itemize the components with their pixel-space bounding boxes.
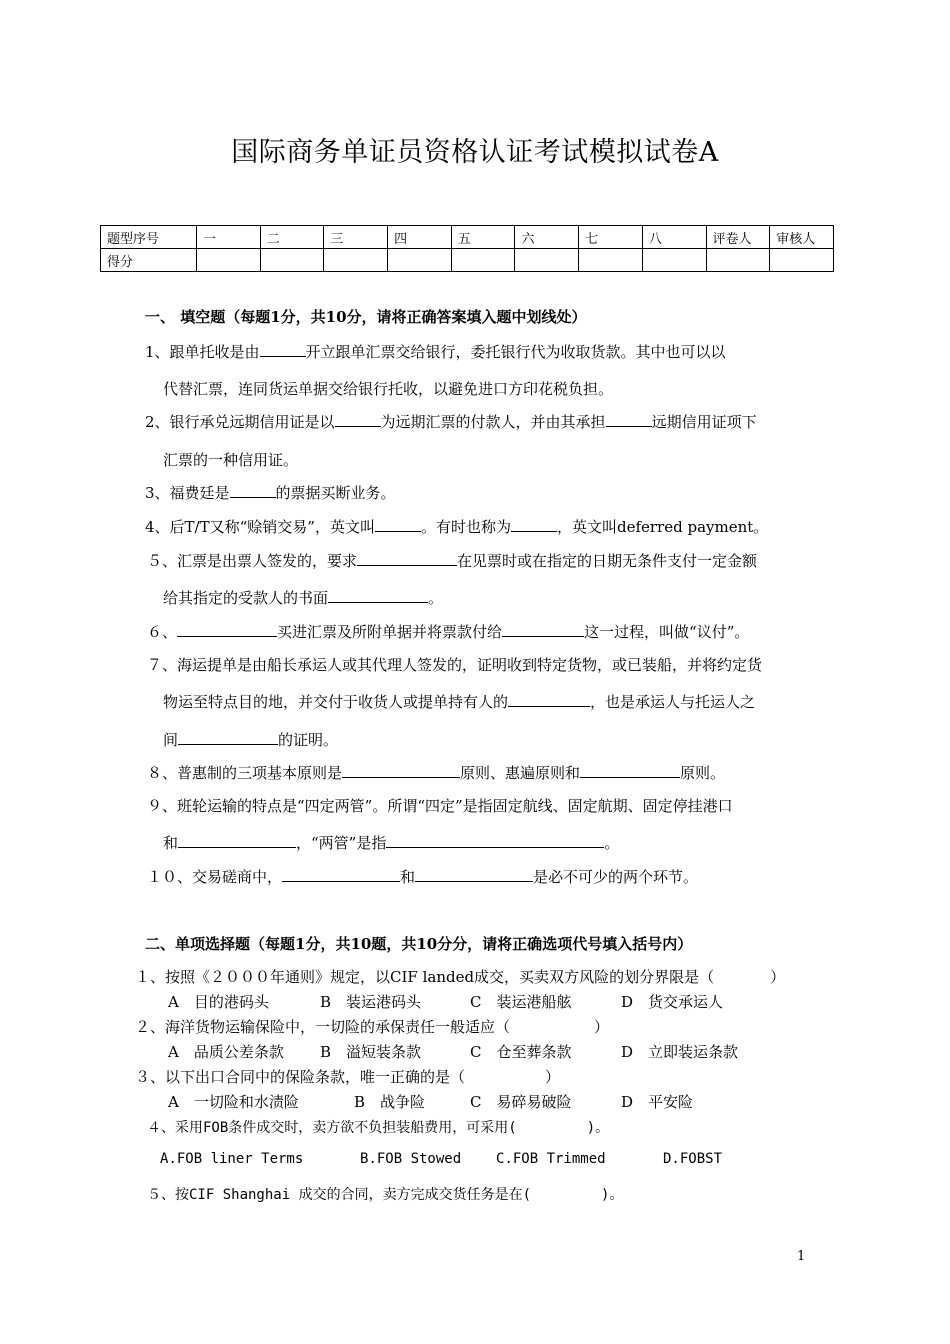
text: ３、以下出口合同中的保险条款，唯一正确的是（ bbox=[135, 1068, 466, 1086]
answer-blank[interactable] bbox=[230, 483, 276, 498]
question-1-line1 bbox=[145, 341, 726, 362]
score-cell[interactable] bbox=[642, 249, 706, 272]
mc-question-4 bbox=[147, 1117, 609, 1137]
mc-option-3d[interactable]: D 平安险 bbox=[621, 1093, 694, 1111]
table-cell: 七 bbox=[579, 226, 643, 249]
text: 为远期汇票的付款人，并由其承担 bbox=[380, 413, 606, 431]
answer-blank[interactable] bbox=[328, 588, 428, 603]
text: １、按照《２０００年通则》规定，以CIF landed成交，买卖双方风险的划分界限是（ bbox=[135, 968, 715, 986]
text: )。 bbox=[601, 1187, 624, 1203]
text: １０、交易磋商中， bbox=[147, 868, 283, 886]
answer-blank[interactable] bbox=[178, 833, 296, 848]
text: 和 bbox=[163, 834, 179, 852]
question-2-line1 bbox=[145, 411, 757, 432]
text: 。 bbox=[428, 589, 444, 607]
mc-option-2c[interactable]: C 仓至葬条款 bbox=[470, 1043, 572, 1061]
answer-blank[interactable] bbox=[508, 692, 590, 707]
exam-title: 国际商务单证员资格认证考试模拟试卷A bbox=[231, 137, 719, 168]
question-3 bbox=[145, 482, 396, 503]
text: 这一过程，叫做“议付”。 bbox=[584, 623, 750, 641]
question-9-line2 bbox=[163, 832, 619, 853]
score-cell[interactable] bbox=[706, 249, 770, 272]
mc-option-2a[interactable]: A 品质公差条款 bbox=[168, 1043, 284, 1061]
text: ，“两管”是指 bbox=[296, 834, 387, 852]
section1-heading: 一、 填空题（每题1分，共10分，请将正确答案填入题中划线处） bbox=[145, 308, 587, 326]
answer-blank[interactable] bbox=[386, 833, 604, 848]
table-cell: 三 bbox=[324, 226, 388, 249]
text: 间 bbox=[163, 731, 179, 749]
mc-option-3c[interactable]: C 易碎易破险 bbox=[470, 1093, 572, 1111]
text: ） bbox=[545, 1068, 561, 1086]
mc-option-3a[interactable]: A 一切险和水渍险 bbox=[168, 1093, 299, 1111]
text: ５、按CIF Shanghai 成交的合同，卖方完成交货任务是在( bbox=[147, 1187, 532, 1203]
table-cell: 二 bbox=[260, 226, 324, 249]
text: 1、跟单托收是由 bbox=[145, 343, 260, 361]
table-cell: 题型序号 bbox=[101, 226, 197, 249]
question-5-line2 bbox=[163, 587, 443, 608]
text: 和 bbox=[400, 868, 416, 886]
table-cell: 评卷人 bbox=[706, 226, 770, 249]
mc-option-1c[interactable]: C 装运港船舷 bbox=[470, 993, 572, 1011]
question-6 bbox=[147, 621, 749, 642]
score-cell[interactable] bbox=[451, 249, 515, 272]
answer-blank[interactable] bbox=[511, 517, 557, 532]
section2-heading: 二、单项选择题（每题1分，共10题，共10分分，请将正确选项代号填入括号内） bbox=[145, 935, 693, 953]
mc-option-3b[interactable]: B 战争险 bbox=[354, 1093, 426, 1111]
text: 。 bbox=[604, 834, 620, 852]
text: 的票据买断业务。 bbox=[275, 484, 396, 502]
answer-blank[interactable] bbox=[177, 622, 277, 637]
question-9-line1: ９、班轮运输的特点是“四定两管”。所谓“四定”是指固定航线、固定航期、固定停挂港口 bbox=[147, 797, 733, 815]
question-1-line2: 代替汇票，连同货运单据交给银行托收，以避免进口方印花税负担。 bbox=[163, 380, 614, 398]
text: 物运至特点目的地，并交付于收货人或提单持有人的 bbox=[163, 693, 509, 711]
text: 给其指定的受款人的书面 bbox=[163, 589, 329, 607]
question-8 bbox=[147, 762, 725, 783]
score-cell[interactable] bbox=[197, 249, 261, 272]
question-5-line1 bbox=[147, 550, 757, 571]
text: ２、海洋货物运输保险中，一切险的承保责任一般适应（ bbox=[135, 1018, 511, 1036]
mc-question-2 bbox=[135, 1016, 609, 1037]
score-table-score-row bbox=[101, 249, 834, 272]
mc-option-4c[interactable]: C.FOB Trimmed bbox=[496, 1151, 606, 1167]
mc-question-1 bbox=[135, 966, 785, 987]
text: 原则。 bbox=[680, 764, 726, 782]
mc-option-2d[interactable]: D 立即装运条款 bbox=[621, 1043, 739, 1061]
question-4 bbox=[145, 516, 768, 537]
answer-blank[interactable] bbox=[502, 622, 584, 637]
text: ） bbox=[770, 968, 786, 986]
text: 买进汇票及所附单据并将票款付给 bbox=[277, 623, 503, 641]
question-2-line2: 汇票的一种信用证。 bbox=[163, 451, 299, 469]
text: ，英文叫deferred payment。 bbox=[556, 518, 769, 536]
answer-blank[interactable] bbox=[260, 342, 306, 357]
text: ，也是承运人与托运人之 bbox=[590, 693, 756, 711]
question-7-line2 bbox=[163, 691, 755, 712]
score-cell[interactable] bbox=[324, 249, 388, 272]
score-table-header-row bbox=[101, 226, 834, 249]
text: 3、福费廷是 bbox=[145, 484, 230, 502]
text: 4、后T/T又称“赊销交易”，英文叫 bbox=[145, 518, 375, 536]
table-cell: 得分 bbox=[101, 249, 197, 272]
answer-blank[interactable] bbox=[335, 412, 381, 427]
answer-blank[interactable] bbox=[342, 763, 460, 778]
table-cell: 五 bbox=[451, 226, 515, 249]
answer-blank[interactable] bbox=[375, 517, 421, 532]
score-table bbox=[100, 225, 834, 272]
mc-option-4b[interactable]: B.FOB Stowed bbox=[360, 1151, 462, 1167]
text: ８、普惠制的三项基本原则是 bbox=[147, 764, 343, 782]
mc-option-1d[interactable]: D 货交承运人 bbox=[621, 993, 724, 1011]
question-10 bbox=[147, 866, 698, 887]
table-cell: 审核人 bbox=[770, 226, 834, 249]
score-cell[interactable] bbox=[579, 249, 643, 272]
text: 。有时也称为 bbox=[420, 518, 511, 536]
table-cell: 四 bbox=[388, 226, 452, 249]
text: 是必不可少的两个环节。 bbox=[533, 868, 699, 886]
question-7-line3 bbox=[163, 729, 338, 750]
score-cell[interactable] bbox=[515, 249, 579, 272]
answer-blank[interactable] bbox=[282, 867, 400, 882]
page-number: 1 bbox=[797, 1249, 806, 1264]
table-cell: 八 bbox=[642, 226, 706, 249]
mc-option-4d[interactable]: D.FOBST bbox=[663, 1151, 723, 1167]
mc-question-3 bbox=[135, 1066, 560, 1087]
answer-blank[interactable] bbox=[178, 730, 278, 745]
text: 2、银行承兑远期信用证是以 bbox=[145, 413, 335, 431]
answer-blank[interactable] bbox=[606, 412, 652, 427]
score-cell[interactable] bbox=[260, 249, 324, 272]
text: 在见票时或在指定的日期无条件支付一定金额 bbox=[457, 552, 758, 570]
text: ５、汇票是出票人签发的，要求 bbox=[147, 552, 358, 570]
score-cell[interactable] bbox=[770, 249, 834, 272]
text: ４、采用FOB条件成交时，卖方欲不负担装船费用，可采用( bbox=[147, 1120, 517, 1136]
text: 远期信用证项下 bbox=[651, 413, 757, 431]
mc-option-4a[interactable]: A.FOB liner Terms bbox=[160, 1151, 304, 1167]
mc-question-5 bbox=[147, 1184, 623, 1204]
text: 原则、惠遍原则和 bbox=[460, 764, 581, 782]
text: ６、 bbox=[147, 623, 178, 641]
mc-option-1b[interactable]: B 装运港码头 bbox=[320, 993, 422, 1011]
answer-blank[interactable] bbox=[357, 551, 457, 566]
table-cell: 六 bbox=[515, 226, 579, 249]
answer-blank[interactable] bbox=[580, 763, 680, 778]
text: )。 bbox=[586, 1120, 610, 1136]
text: 的证明。 bbox=[278, 731, 339, 749]
table-cell: 一 bbox=[197, 226, 261, 249]
score-cell[interactable] bbox=[388, 249, 452, 272]
answer-blank[interactable] bbox=[415, 867, 533, 882]
question-7-line1: ７、海运提单是由船长承运人或其代理人签发的，证明收到特定货物，或已装船，并将约定货 bbox=[147, 656, 763, 674]
text: ） bbox=[594, 1018, 610, 1036]
mc-option-1a[interactable]: A 目的港码头 bbox=[168, 993, 269, 1011]
mc-option-2b[interactable]: B 溢短装条款 bbox=[320, 1043, 422, 1061]
text: 开立跟单汇票交给银行，委托银行代为收取货款。其中也可以以 bbox=[305, 343, 726, 361]
